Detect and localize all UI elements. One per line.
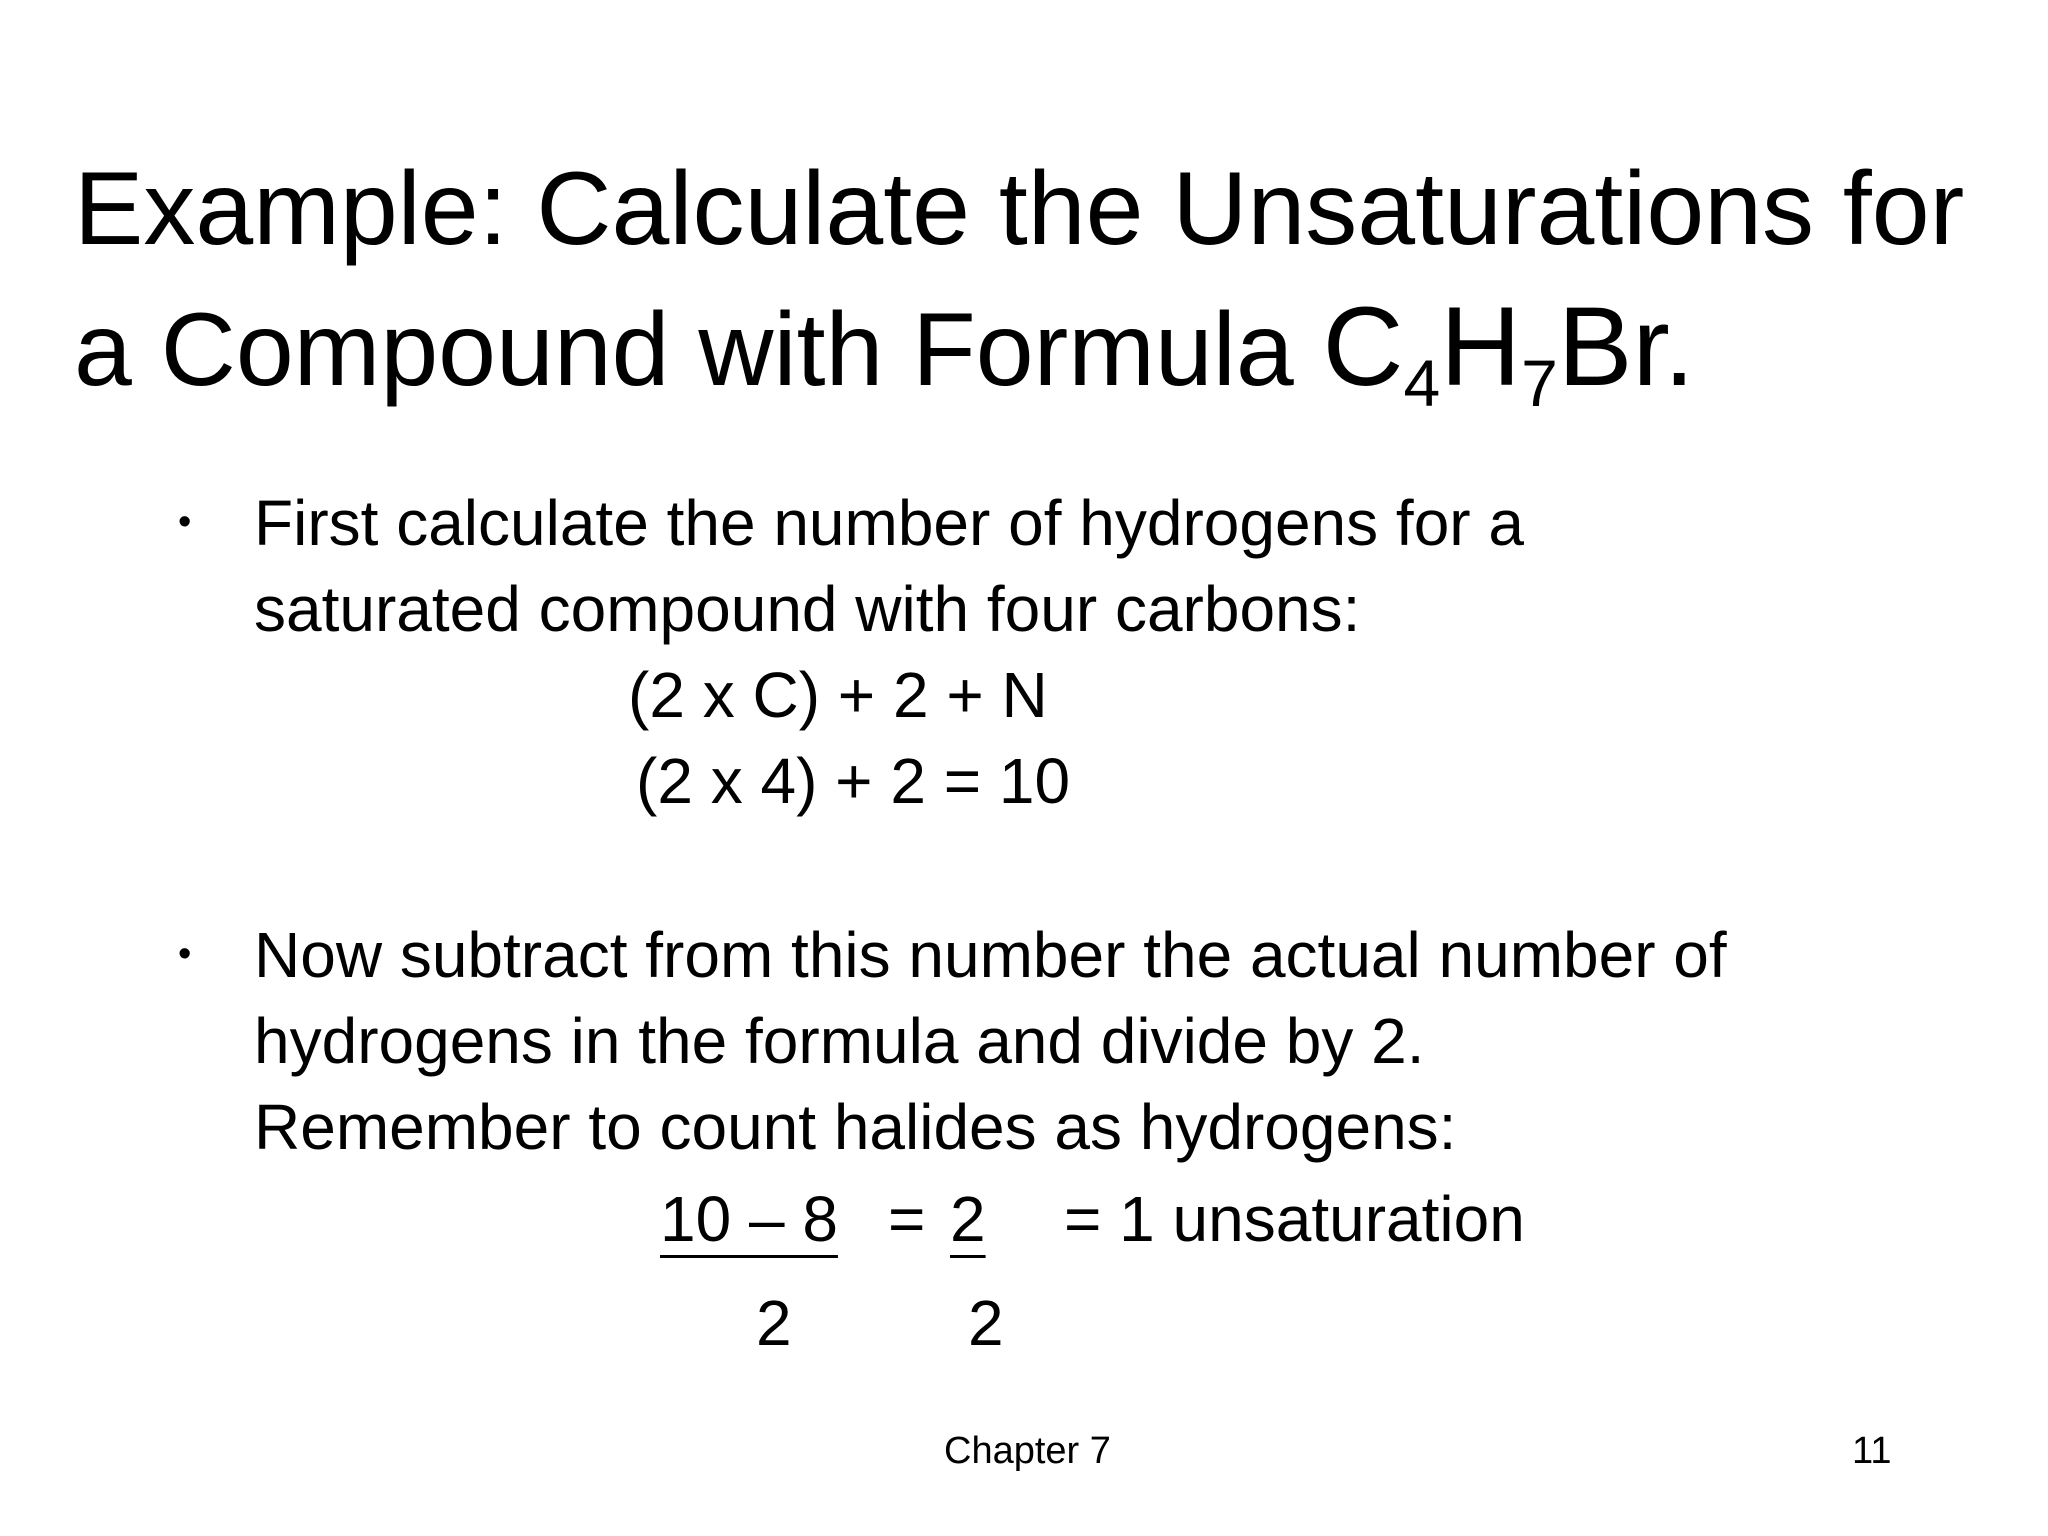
formula-hydrogen: H (1440, 284, 1522, 409)
bullet-1-text (254, 480, 1954, 652)
bullet-1-line-2: saturated compound with four carbons: (254, 573, 1361, 645)
formula-bromine: Br. (1557, 284, 1695, 409)
fraction-result: = 1 unsaturation (1064, 1183, 1525, 1255)
formula-carbon: C (1322, 284, 1404, 409)
title-line-2-text: a Compound with Formula (74, 292, 1323, 408)
equation-substituted: (2 x 4) + 2 = 10 (636, 745, 1071, 817)
formula-carbon-count: 4 (1403, 346, 1441, 421)
footer-chapter: Chapter 7 (944, 1430, 1111, 1472)
formula-hydrogen-count: 7 (1521, 346, 1558, 421)
bullet-2-marker: • (178, 933, 192, 975)
fraction-2-numerator: 2 (950, 1183, 986, 1255)
slide-title (74, 140, 2014, 419)
bullet-1-marker: • (178, 501, 192, 543)
bullet-2-text (254, 912, 1954, 1170)
bullet-2-line-2: hydrogens in the formula and divide by 2. (254, 1005, 1425, 1077)
fraction-1-denominator: 2 (756, 1287, 792, 1359)
fraction-equals-1: = (888, 1183, 926, 1255)
bullet-2-line-1: Now subtract from this number the actual number of (254, 919, 1727, 991)
bullet-2-line-3: Remember to count halides as hydrogens: (254, 1091, 1457, 1163)
fraction-1-numerator: 10 – 8 (660, 1183, 838, 1255)
title-line-1: Example: Calculate the Unsaturations for (74, 151, 1965, 267)
footer-page-number: 11 (1852, 1430, 1892, 1472)
bullet-1-line-1: First calculate the number of hydrogens for a (254, 487, 1524, 559)
chemical-formula (1322, 284, 1695, 421)
title-line-2 (74, 278, 2014, 419)
fraction-2-denominator: 2 (968, 1287, 1004, 1359)
equation-general: (2 x C) + 2 + N (628, 659, 1048, 731)
